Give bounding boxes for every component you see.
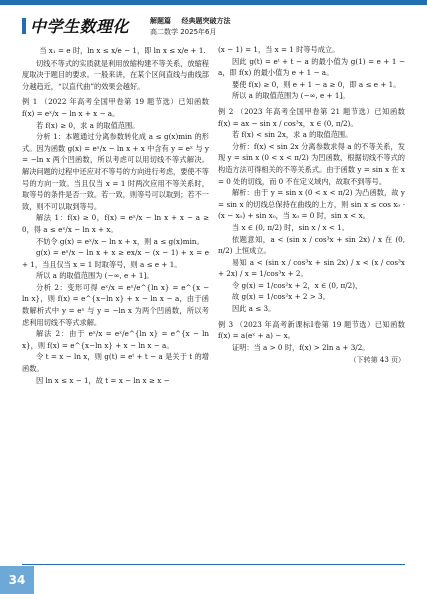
header-issue: 高二数学 2025年6月 <box>150 28 217 36</box>
example-2-step: 令 g(x) = 1/cos²x + 2，x ∈ (0, π/2)， <box>232 280 363 290</box>
solution-2-step: 令 t = x − ln x，则 g(t) = eᵗ + t − a 是关于 t 的增函数。 <box>22 352 209 374</box>
example-2-question: 若 f(x) < sin 2x，求 a 的取值范围。 <box>232 130 353 140</box>
solution-1-step: 不妨令 g(x) = eˣ/x − ln x + x，则 a ≤ g(x)min。 <box>36 236 204 246</box>
right-column <box>218 44 405 367</box>
example-3-question: 证明：当 a > 0 时，f(x) > 2ln a + 3/2。 <box>232 342 370 352</box>
example-3-statement: 例 3 （2023 年高考新课标Ⅰ卷第 19 题节选）已知函数 f(x) = a(eˣ + a) − x。 <box>218 319 405 341</box>
continuation-note: （下转第 43 页） <box>349 356 405 365</box>
example-2-solution: 解析：由于 y = sin x (0 < x < π/2) 为凸函数，故 y = sin x 的切线总保持在曲线的上方，则 sin x ≤ cos x₀ · (x − x₀) + sin x₀，当 x₀ = 0 时，sin x < x。 <box>218 188 405 221</box>
solution-2-step: 因此 g(t) = eᵗ + t − a 的最小值为 g(1) = e + 1 − a，即 f(x) 的最小值为 e + 1 − a。 <box>218 56 405 78</box>
page-number: 34 <box>0 566 34 594</box>
example-1-statement: 例 1 （2022 年高考全国甲卷第 19 题节选）已知函数 f(x) = eˣ/x − ln x + x − a。 <box>22 97 209 118</box>
analysis-1: 分析 1：本题通过分离参数转化成 a ≤ g(x)min 的形式。因为函数 g(x) = eˣ/x − ln x + x 中含有 y = eˣ 与 y = −ln x 两个凹函数，所以考虑可以用切线不等式解决。解决问题的过程中还应对不等号的方向进行考虑，要使不等号的方向一致。当且仅当 x = 1 时两次应用不等关系时，取等号的条件是否一致。若一致，则等号可以取到；若不一致，则不可以取到等号。 <box>22 132 209 211</box>
example-1-question: 若 f(x) ≥ 0，求 a 的取值范围。 <box>36 120 140 130</box>
example-2-step: 易知 a < (sin x / cos³x + sin 2x) / x < (x / cos³x + 2x) / x = 1/cos³x + 2。 <box>218 257 405 279</box>
solution-2-step: 因 ln x ≤ x − 1，故 t = x − ln x ≥ x − <box>36 375 170 385</box>
example-2-step: 当 x ∈ (0, π/2) 时，sin x / x < 1。 <box>232 222 349 232</box>
header-meta <box>150 16 230 38</box>
solution-1-result: 所以 a 的取值范围为 (−∞, e + 1]。 <box>36 271 154 281</box>
example-2-result: 因此 a ≤ 3。 <box>232 304 276 314</box>
header-topic: 经典题突破方法 <box>181 17 231 25</box>
page-header <box>0 8 427 44</box>
footer-rule <box>22 564 405 565</box>
header-section: 解题篇 <box>150 17 171 25</box>
example-2-statement: 例 2 （2023 年高考全国甲卷第 21 题节选）已知函数 f(x) = ax − sin x / cos³x，x ∈ (0, π/2)。 <box>218 106 405 128</box>
analysis-2: 分析 2：变形可得 eˣ/x = eˣ/e^{ln x} = e^{x − ln x}，则 f(x) = e^{x−ln x} + x − ln x − a，由于函数解析式中 y = eˣ 与 y = −ln x 为两个凹函数，所以考虑利用切线不等式求解。 <box>22 282 209 327</box>
solution-1: 解法 1：f(x) ≥ 0，f(x) = eˣ/x − ln x + x − a ≥ 0，得 a ≤ eˣ/x − ln x + x。 <box>22 213 209 234</box>
journal-mark <box>22 18 26 34</box>
solution-2-result: 所以 a 的取值范围为 (−∞, e + 1]。 <box>232 91 350 101</box>
solution-1-step: g(x) = eˣ/x − ln x + x ≥ ex/x − (x − 1) + x = e + 1，当且仅当 x = 1 时取等号，则 a ≤ e + 1。 <box>22 248 209 269</box>
top-accent-bar <box>0 0 427 5</box>
left-column <box>22 44 209 386</box>
solution-2-step: 要使 f(x) ≥ 0，则 e + 1 − a ≥ 0，即 a ≤ e + 1。 <box>232 79 401 89</box>
solution-2: 解法 2：由于 eˣ/x = eˣ/e^{ln x} = e^{x − ln x}，则 f(x) = e^{x−ln x} + x − ln x − a。 <box>22 329 209 350</box>
example-2-step: 依题意知，a < (sin x / cos³x + sin 2x) / x 在 (0, π/2) 上恒成立。 <box>218 234 405 256</box>
example-2-step: 故 g(x) = 1/cos²x + 2 > 3。 <box>232 292 330 302</box>
equation-line: 当 x₁ = e 时，ln x ≤ x/e − 1，即 ln x ≤ x/e + 1. <box>39 46 206 55</box>
example-2-analysis: 分析：f(x) < sin 2x 分离参数求得 a 的不等关系，发现 y = sin x (0 < x < π/2) 为凹函数，根据切线不等式的构造方法可得相关的不等关系式。由于函数 y = sin x 在 x = 0 处的切线，而 0 不在定义域内，故取不到等号。 <box>218 141 405 186</box>
journal-title <box>22 14 129 37</box>
journal-title-text: 中学生数理化 <box>30 17 130 36</box>
paragraph: 切线不等式的实质就是利用放缩构建不等关系，放缩程度取决于题目的要求。一般来讲，在某个区间直线与曲线部分越趋近，“以直代曲”的效果会越好。 <box>22 58 209 91</box>
solution-2-step: (x − 1) = 1，当 x = 1 时等号成立。 <box>218 45 340 54</box>
